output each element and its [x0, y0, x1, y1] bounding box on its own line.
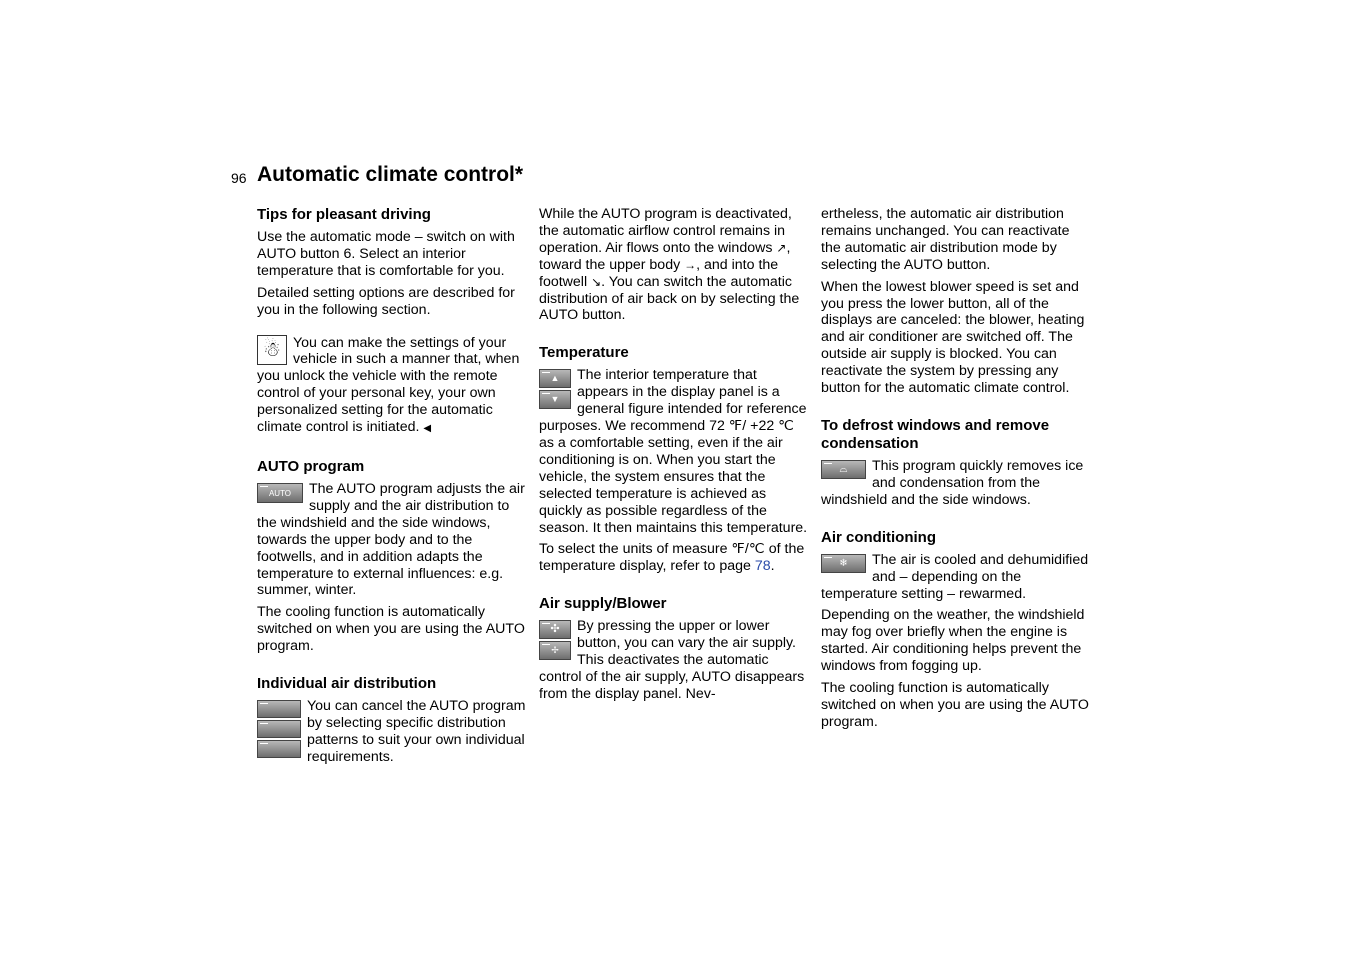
- lowest-blower-paragraph: When the lowest blower speed is set and you press the lower button, all of the displays are canceled: the blower, heating and air conditioner are switched off. The outside air supply is blocked. You can reactivate the system by pressing any button for the automatic climate control.: [821, 278, 1085, 397]
- airflow-text-b: , toward the upper body: [539, 239, 791, 273]
- page-number: 96: [231, 170, 247, 186]
- temperature-paragraph-2: [539, 541, 811, 575]
- ac-text: The air is cooled and dehumidified and – depending on the temperature setting – rewarmed.: [821, 551, 1089, 602]
- defrost-text: This program quickly removes ice and condensation from the windshield and the side windows.: [821, 457, 1084, 508]
- airflow-paragraph: [539, 206, 811, 324]
- column-1: [257, 206, 529, 771]
- fan-icon: ✣: [539, 620, 571, 639]
- temperature-units-text: To select the units of measure ℉/℃ of the temperature display, refer to page: [539, 541, 805, 575]
- auto-program-paragraph-1: [257, 481, 529, 599]
- airflow-text-c: , and into the footwell: [539, 256, 779, 290]
- defrost-heading: To defrost windows and remove condensation: [821, 416, 1050, 452]
- page-title: Automatic climate control*: [257, 163, 524, 186]
- blower-heading: Air supply/Blower: [539, 595, 667, 613]
- footwell-air-icon: ↘: [591, 274, 602, 289]
- ac-paragraph-3: The cooling function is automatically switched on when you are using the AUTO program.: [821, 680, 1089, 730]
- auto-program-text: The AUTO program adjusts the air supply and the air distribution to the windshield and the side windows, towards the upper body and to the footwells, and in addition adapts the temperature to external influences: e.g. summer, winter.: [257, 480, 525, 599]
- auto-program-heading: AUTO program: [257, 457, 365, 475]
- blower-paragraph: [539, 618, 811, 703]
- ac-paragraph-1: [821, 552, 1093, 603]
- ac-heading: Air conditioning: [821, 528, 936, 546]
- auto-program-paragraph-2: The cooling function is automatically switched on when you are using the AUTO program.: [257, 604, 525, 655]
- personal-settings-note: [257, 335, 529, 438]
- upper-body-air-icon: →: [684, 257, 697, 272]
- temperature-text: The interior temperature that appears in the display panel is a general figure intended for reference purposes. We recommend 72 ℉/ +22 ℃ as a comfortable setting, even if the air conditioning is on. When you start the vehicle, the system ensures that the selected temperature is achieved as quickly as possible regardless of the season. It then maintains this temperature.: [539, 367, 808, 536]
- temperature-units-period: .: [770, 558, 775, 575]
- ac-paragraph-2: Depending on the weather, the windshield may fog over briefly when the engine is started. Air conditioning helps prevent the windows from fogging up.: [821, 607, 1085, 675]
- column-2: [539, 206, 811, 708]
- distribution-heading: Individual air distribution: [257, 675, 437, 693]
- distribution-continued-paragraph: ertheless, the automatic air distribution remains unchanged. You can reactivate the automatic air distribution mode by selecting the AUTO button.: [821, 206, 1070, 273]
- temperature-paragraph-1: [539, 367, 811, 536]
- airflow-text-d: . You can switch the automatic distribution of air back on by selecting the AUTO button.: [539, 273, 800, 324]
- air-distribution-icon: [257, 720, 301, 738]
- defrost-paragraph: [821, 458, 1093, 509]
- airflow-text-a: While the AUTO program is deactivated, the automatic airflow control remains in operation. Air flows onto the windows: [539, 206, 792, 256]
- arrow-down-icon: ▼: [539, 390, 571, 409]
- tips-paragraph-2: Detailed setting options are described for you in the following section.: [257, 284, 515, 318]
- distribution-text: You can cancel the AUTO program by selecting specific distribution patterns to suit your own individual requirements.: [307, 698, 526, 765]
- column-3: [821, 206, 1093, 736]
- temperature-heading: Temperature: [539, 344, 629, 362]
- air-distribution-icon: [257, 700, 301, 718]
- air-distribution-icon: [257, 740, 301, 758]
- end-mark-icon: ◀: [423, 423, 432, 435]
- snowflake-icon: ❄: [821, 554, 866, 573]
- defrost-icon: ⌓: [821, 460, 866, 479]
- person-icon: ☃: [257, 335, 287, 365]
- fan-icon: ✢: [539, 641, 571, 660]
- arrow-up-icon: ▲: [539, 369, 571, 388]
- windshield-air-icon: ↗: [776, 240, 787, 255]
- auto-button-icon: AUTO: [257, 483, 303, 503]
- distribution-paragraph: [257, 698, 529, 766]
- page-78-link[interactable]: 78: [754, 558, 771, 575]
- tips-paragraph-1: Use the automatic mode – switch on with AUTO button 6. Select an interior temperature that is comfortable for you.: [257, 229, 515, 279]
- tips-heading: Tips for pleasant driving: [257, 206, 431, 223]
- personal-settings-text: You can make the settings of your vehicle in such a manner that, when you unlock the vehicle with the remote control of your personal key, your own personalized setting for the automatic climate control is initiated.: [257, 334, 520, 436]
- blower-text: By pressing the upper or lower button, you can vary the air supply. This deactivates the automatic control of the air supply, AUTO disappears from the display panel. Nev-: [539, 618, 805, 702]
